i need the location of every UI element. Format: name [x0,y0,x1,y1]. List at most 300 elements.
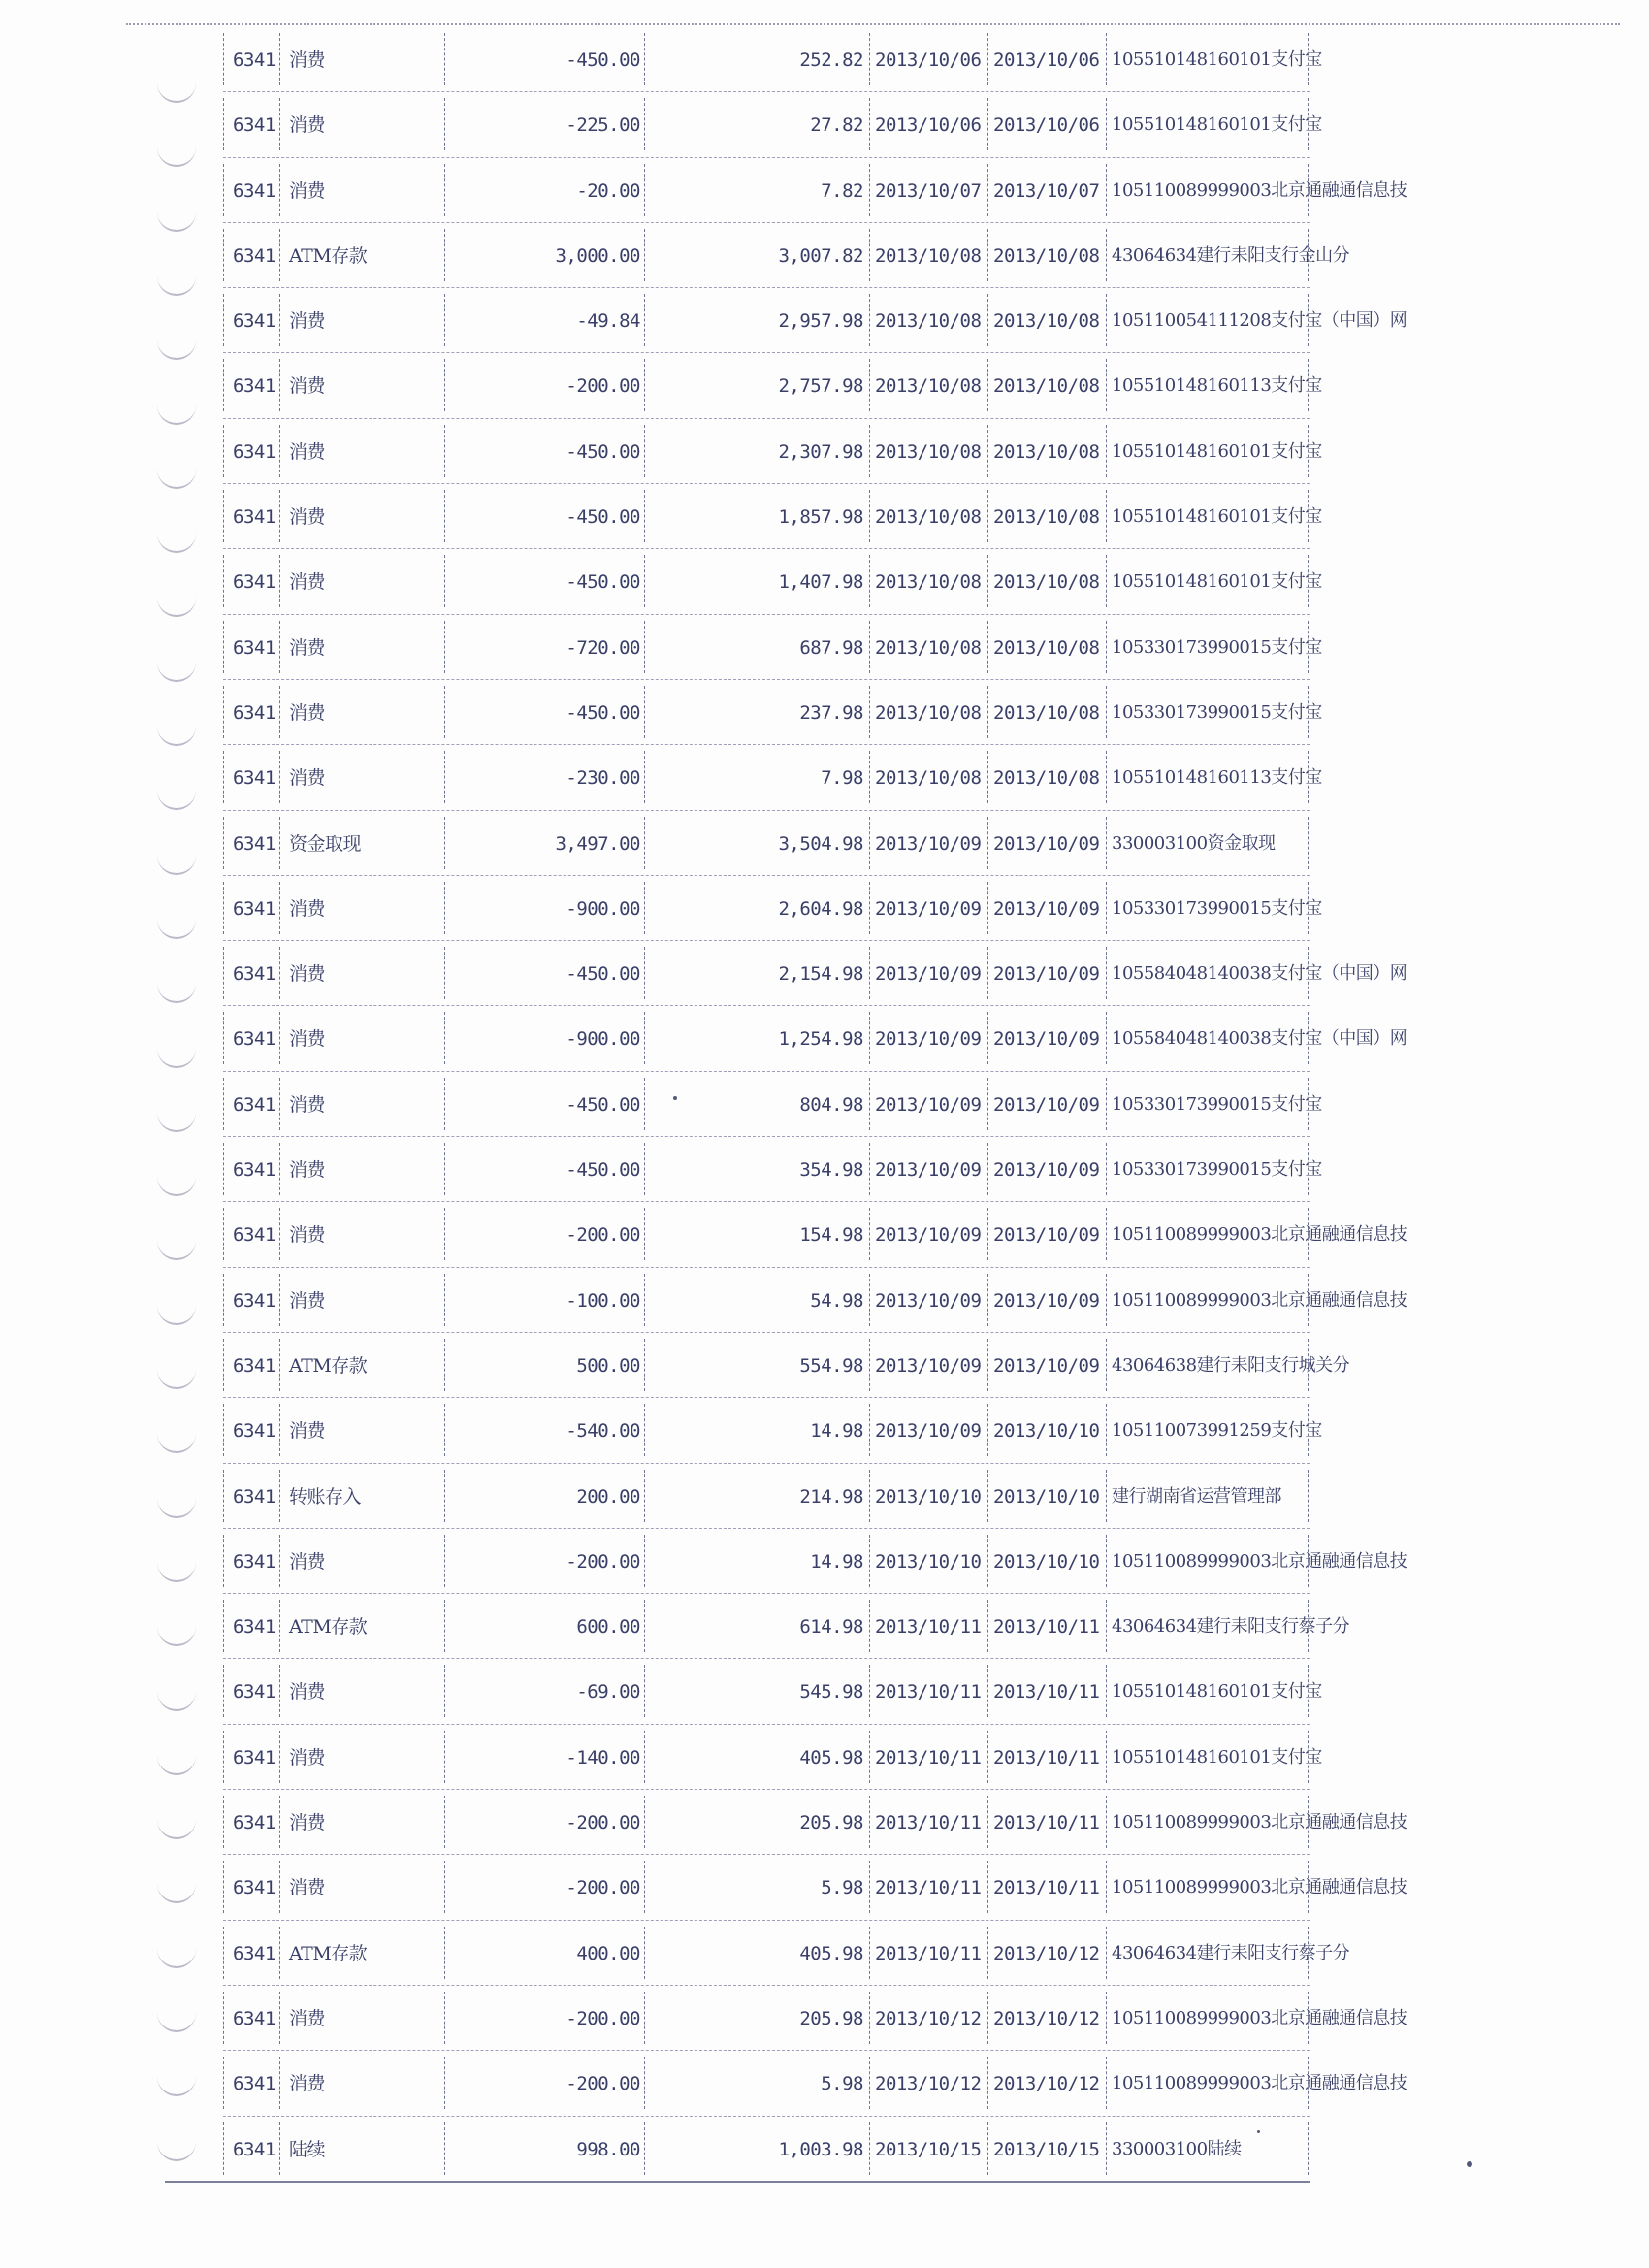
transaction-type-cell: 消费 [289,1681,326,1703]
column-divider [644,817,645,869]
transaction-date-cell: 2013/10/11 [875,1746,982,1768]
column-divider [1308,1992,1309,2044]
column-divider [223,1470,224,1522]
column-divider [869,1731,870,1783]
column-divider [1106,1470,1107,1522]
balance-cell: 1,857.98 [778,506,863,529]
transaction-type-cell: 消费 [289,767,326,790]
transaction-date-cell: 2013/10/09 [875,1354,982,1377]
column-divider [223,817,224,869]
transaction-date-cell: 2013/10/08 [875,571,982,594]
amount-cell: -450.00 [566,1093,640,1116]
amount-cell: -450.00 [566,701,640,724]
merchant-description-cell: 105510148160101支付宝 [1112,49,1322,70]
amount-cell: -100.00 [566,1289,640,1312]
card-suffix-cell: 6341 [233,571,275,594]
merchant-description-cell: 105510148160113支付宝 [1112,767,1322,789]
column-divider [1308,1535,1309,1587]
top-perforation-rule [126,23,1620,25]
column-divider [869,1078,870,1130]
amount-cell: -540.00 [566,1420,640,1442]
transaction-row [223,158,1407,223]
balance-cell: 3,504.98 [778,832,863,855]
column-divider [279,1796,280,1848]
column-divider [869,359,870,411]
column-divider [444,817,445,869]
posting-date-cell: 2013/10/06 [993,49,1100,71]
balance-cell: 2,757.98 [778,375,863,398]
column-divider [987,1339,988,1391]
posting-date-cell: 2013/10/15 [993,2138,1100,2160]
column-divider [644,2122,645,2175]
amount-cell: -69.00 [576,1681,640,1703]
column-divider [279,1861,280,1913]
transaction-type-cell: 消费 [289,310,326,333]
transaction-type-cell: 陆续 [289,2138,326,2160]
column-divider [1308,1143,1309,1195]
column-divider [1308,98,1309,150]
column-divider [869,882,870,934]
column-divider [869,98,870,150]
column-divider [1308,425,1309,477]
column-divider [987,490,988,542]
posting-date-cell: 2013/10/09 [993,963,1100,986]
column-divider [444,1078,445,1130]
transaction-date-cell: 2013/10/08 [875,310,982,333]
merchant-description-cell: 105110073991259支付宝 [1112,1420,1322,1442]
column-divider [444,1274,445,1326]
column-divider [1308,490,1309,542]
column-divider [987,1535,988,1587]
column-divider [987,1470,988,1522]
column-divider [869,1927,870,1979]
column-divider [987,425,988,477]
column-divider [444,1731,445,1783]
posting-date-cell: 2013/10/09 [993,1028,1100,1051]
column-divider [279,1143,280,1195]
column-divider [869,1470,870,1522]
column-divider [1106,1012,1107,1064]
balance-cell: 1,003.98 [778,2138,863,2160]
column-divider [1106,164,1107,216]
column-divider [869,1208,870,1260]
balance-cell: 14.98 [810,1550,863,1572]
merchant-description-cell: 105110089999003北京通融通信息技 [1112,1812,1407,1833]
card-suffix-cell: 6341 [233,832,275,855]
transaction-row [223,1986,1407,2051]
column-divider [1308,1208,1309,1260]
column-divider [1308,621,1309,673]
transaction-type-cell: 消费 [289,2007,326,2029]
column-divider [279,1665,280,1717]
column-divider [987,947,988,999]
card-suffix-cell: 6341 [233,2007,275,2029]
balance-cell: 5.98 [821,2073,863,2095]
transaction-date-cell: 2013/10/11 [875,1877,982,1899]
transaction-type-cell: 消费 [289,1812,326,1834]
transaction-type-cell: ATM存款 [289,1942,368,1964]
column-divider [644,1274,645,1326]
column-divider [987,164,988,216]
column-divider [987,1012,988,1064]
column-divider [223,1404,224,1456]
transaction-type-cell: 转账存入 [289,1485,362,1507]
posting-date-cell: 2013/10/09 [993,1093,1100,1116]
column-divider [444,294,445,346]
column-divider [444,1404,445,1456]
column-divider [1106,1274,1107,1326]
column-divider [644,1078,645,1130]
card-suffix-cell: 6341 [233,1420,275,1442]
column-divider [223,1861,224,1913]
amount-cell: -200.00 [566,375,640,398]
column-divider [1106,947,1107,999]
column-divider [279,425,280,477]
scan-speck [673,1096,677,1100]
transaction-date-cell: 2013/10/15 [875,2138,982,2160]
amount-cell: -200.00 [566,1877,640,1899]
column-divider [644,98,645,150]
posting-date-cell: 2013/10/07 [993,179,1100,202]
transaction-date-cell: 2013/10/06 [875,49,982,71]
column-divider [1106,1796,1107,1848]
punch-hole [157,142,196,167]
column-divider [1106,294,1107,346]
column-divider [1106,1143,1107,1195]
card-suffix-cell: 6341 [233,1093,275,1116]
amount-cell: -450.00 [566,1159,640,1182]
card-suffix-cell: 6341 [233,49,275,71]
column-divider [279,882,280,934]
amount-cell: -200.00 [566,1550,640,1572]
column-divider [444,425,445,477]
merchant-description-cell: 43064634建行耒阳支行蔡子分 [1112,1616,1350,1637]
transaction-type-cell: 消费 [289,1746,326,1768]
posting-date-cell: 2013/10/11 [993,1681,1100,1703]
column-divider [279,2057,280,2109]
transaction-type-cell: 资金取现 [289,832,362,855]
merchant-description-cell: 105330173990015支付宝 [1112,701,1322,723]
transaction-row [223,549,1322,614]
column-divider [1106,490,1107,542]
merchant-description-cell: 330003100资金取现 [1112,832,1276,854]
column-divider [1106,229,1107,281]
transaction-type-cell: 消费 [289,897,326,920]
transaction-date-cell: 2013/10/09 [875,1420,982,1442]
column-divider [869,817,870,869]
merchant-description-cell: 105110089999003北京通融通信息技 [1112,1224,1407,1246]
transaction-row [223,876,1322,941]
transaction-date-cell: 2013/10/08 [875,244,982,267]
column-divider [1106,1600,1107,1652]
transaction-date-cell: 2013/10/08 [875,440,982,463]
punch-hole [157,1428,196,1453]
merchant-description-cell: 105510148160113支付宝 [1112,375,1322,397]
column-divider [869,229,870,281]
punch-hole [157,1300,196,1325]
merchant-description-cell: 105510148160101支付宝 [1112,571,1322,593]
transaction-type-cell: 消费 [289,114,326,137]
posting-date-cell: 2013/10/09 [993,832,1100,855]
balance-cell: 205.98 [799,1812,863,1834]
column-divider [444,490,445,542]
balance-cell: 2,154.98 [778,963,863,986]
card-suffix-cell: 6341 [233,1028,275,1051]
merchant-description-cell: 105510148160101支付宝 [1112,506,1322,528]
transaction-date-cell: 2013/10/12 [875,2007,982,2029]
column-divider [869,425,870,477]
column-divider [869,1861,870,1913]
card-suffix-cell: 6341 [233,114,275,137]
merchant-description-cell: 105584048140038支付宝（中国）网 [1112,1028,1407,1050]
punch-hole [157,2071,196,2096]
column-divider [869,751,870,803]
column-divider [644,33,645,85]
amount-cell: -450.00 [566,506,640,529]
column-divider [1308,686,1309,738]
column-divider [444,947,445,999]
column-divider [644,882,645,934]
transaction-row [223,1333,1350,1398]
column-divider [1106,1861,1107,1913]
column-divider [869,1665,870,1717]
column-divider [869,33,870,85]
column-divider [1106,2122,1107,2175]
column-divider [223,1339,224,1391]
punch-hole [157,1364,196,1389]
card-suffix-cell: 6341 [233,1681,275,1703]
column-divider [987,1665,988,1717]
column-divider [1308,2122,1309,2175]
column-divider [1106,1078,1107,1130]
column-divider [223,882,224,934]
column-divider [223,359,224,411]
column-divider [1106,686,1107,738]
transaction-ledger [223,27,1407,2182]
amount-cell: -450.00 [566,571,640,594]
column-divider [869,1012,870,1064]
column-divider [987,1274,988,1326]
column-divider [444,1012,445,1064]
column-divider [987,882,988,934]
column-divider [1106,882,1107,934]
column-divider [444,1861,445,1913]
transaction-type-cell: ATM存款 [289,1616,368,1638]
scan-speck [1257,2130,1260,2133]
transaction-row [223,1855,1407,1920]
transaction-row [223,1398,1322,1463]
column-divider [279,1404,280,1456]
transaction-date-cell: 2013/10/10 [875,1550,982,1572]
column-divider [1106,425,1107,477]
column-divider [1308,1927,1309,1979]
column-divider [987,1796,988,1848]
posting-date-cell: 2013/10/08 [993,636,1100,659]
card-suffix-cell: 6341 [233,1224,275,1247]
merchant-description-cell: 330003100陆续 [1112,2138,1242,2159]
column-divider [223,621,224,673]
column-divider [987,1143,988,1195]
balance-cell: 7.82 [821,179,863,202]
transaction-type-cell: 消费 [289,1289,326,1312]
column-divider [644,1143,645,1195]
posting-date-cell: 2013/10/12 [993,1942,1100,1964]
column-divider [279,1927,280,1979]
merchant-description-cell: 105330173990015支付宝 [1112,1159,1322,1181]
column-divider [279,1274,280,1326]
column-divider [444,33,445,85]
card-suffix-cell: 6341 [233,310,275,333]
column-divider [1308,294,1309,346]
column-divider [223,1274,224,1326]
merchant-description-cell: 105510148160101支付宝 [1112,1746,1322,1767]
column-divider [279,555,280,607]
amount-cell: -900.00 [566,897,640,920]
amount-cell: -450.00 [566,49,640,71]
column-divider [644,1796,645,1848]
punch-hole [157,207,196,232]
card-suffix-cell: 6341 [233,244,275,267]
merchant-description-cell: 105510148160101支付宝 [1112,440,1322,462]
merchant-description-cell: 105110089999003北京通融通信息技 [1112,1550,1407,1571]
column-divider [644,751,645,803]
column-divider [1106,1404,1107,1456]
column-divider [223,33,224,85]
column-divider [1308,882,1309,934]
column-divider [644,1992,645,2044]
transaction-row [223,353,1322,418]
column-divider [279,2122,280,2175]
column-divider [223,164,224,216]
merchant-description-cell: 105584048140038支付宝（中国）网 [1112,963,1407,985]
transaction-date-cell: 2013/10/08 [875,375,982,398]
column-divider [279,1339,280,1391]
posting-date-cell: 2013/10/06 [993,114,1100,137]
card-suffix-cell: 6341 [233,636,275,659]
posting-date-cell: 2013/10/08 [993,571,1100,594]
column-divider [1308,555,1309,607]
posting-date-cell: 2013/10/08 [993,701,1100,724]
column-divider [1106,1665,1107,1717]
column-divider [1308,947,1309,999]
punch-hole [157,1235,196,1260]
column-divider [223,229,224,281]
posting-date-cell: 2013/10/11 [993,1877,1100,1899]
column-divider [987,1600,988,1652]
column-divider [279,1470,280,1522]
transaction-type-cell: 消费 [289,636,326,659]
column-divider [444,1208,445,1260]
column-divider [444,1927,445,1979]
transaction-row [223,1594,1350,1659]
transaction-row [223,1202,1407,1267]
transaction-row [223,223,1350,288]
column-divider [869,1600,870,1652]
transaction-row [223,1921,1350,1986]
transaction-date-cell: 2013/10/09 [875,1028,982,1051]
card-suffix-cell: 6341 [233,897,275,920]
column-divider [869,1404,870,1456]
balance-cell: 214.98 [799,1485,863,1507]
column-divider [279,490,280,542]
column-divider [1308,1665,1309,1717]
column-divider [1308,817,1309,869]
posting-date-cell: 2013/10/09 [993,1289,1100,1312]
column-divider [869,1992,870,2044]
transaction-date-cell: 2013/10/11 [875,1616,982,1638]
transaction-row [223,1137,1322,1202]
column-divider [444,1339,445,1391]
amount-cell: -49.84 [576,310,640,333]
column-divider [444,1535,445,1587]
merchant-description-cell: 105510148160101支付宝 [1112,1681,1322,1702]
transaction-date-cell: 2013/10/07 [875,179,982,202]
column-divider [279,1078,280,1130]
column-divider [444,359,445,411]
transaction-row [223,1464,1310,1529]
punch-hole [157,850,196,875]
balance-cell: 5.98 [821,1877,863,1899]
card-suffix-cell: 6341 [233,1485,275,1507]
column-divider [279,947,280,999]
column-divider [869,164,870,216]
amount-cell: -20.00 [576,179,640,202]
column-divider [223,1012,224,1064]
transaction-date-cell: 2013/10/08 [875,636,982,659]
column-divider [444,2122,445,2175]
punch-hole [157,1107,196,1132]
balance-cell: 2,307.98 [778,440,863,463]
posting-date-cell: 2013/10/09 [993,897,1100,920]
column-divider [1106,1927,1107,1979]
posting-date-cell: 2013/10/09 [993,1224,1100,1247]
column-divider [223,98,224,150]
column-divider [279,1208,280,1260]
column-divider [1308,1274,1309,1326]
amount-cell: -200.00 [566,2073,640,2095]
column-divider [869,490,870,542]
transaction-date-cell: 2013/10/11 [875,1812,982,1834]
amount-cell: -230.00 [566,767,640,790]
column-divider [444,164,445,216]
transaction-type-cell: 消费 [289,1877,326,1899]
column-divider [444,98,445,150]
balance-cell: 687.98 [799,636,863,659]
transaction-type-cell: 消费 [289,49,326,71]
column-divider [869,2122,870,2175]
column-divider [869,1274,870,1326]
column-divider [444,686,445,738]
column-divider [1308,2057,1309,2109]
column-divider [869,1535,870,1587]
column-divider [987,1078,988,1130]
column-divider [1106,555,1107,607]
column-divider [987,1927,988,1979]
punch-hole [157,657,196,682]
transaction-date-cell: 2013/10/08 [875,767,982,790]
transaction-type-cell: 消费 [289,963,326,986]
column-divider [1308,1339,1309,1391]
column-divider [987,621,988,673]
column-divider [1106,1535,1107,1587]
posting-date-cell: 2013/10/08 [993,244,1100,267]
amount-cell: 600.00 [576,1616,640,1638]
card-suffix-cell: 6341 [233,506,275,529]
column-divider [987,1992,988,2044]
transaction-type-cell: 消费 [289,571,326,594]
column-divider [223,1208,224,1260]
column-divider [279,686,280,738]
